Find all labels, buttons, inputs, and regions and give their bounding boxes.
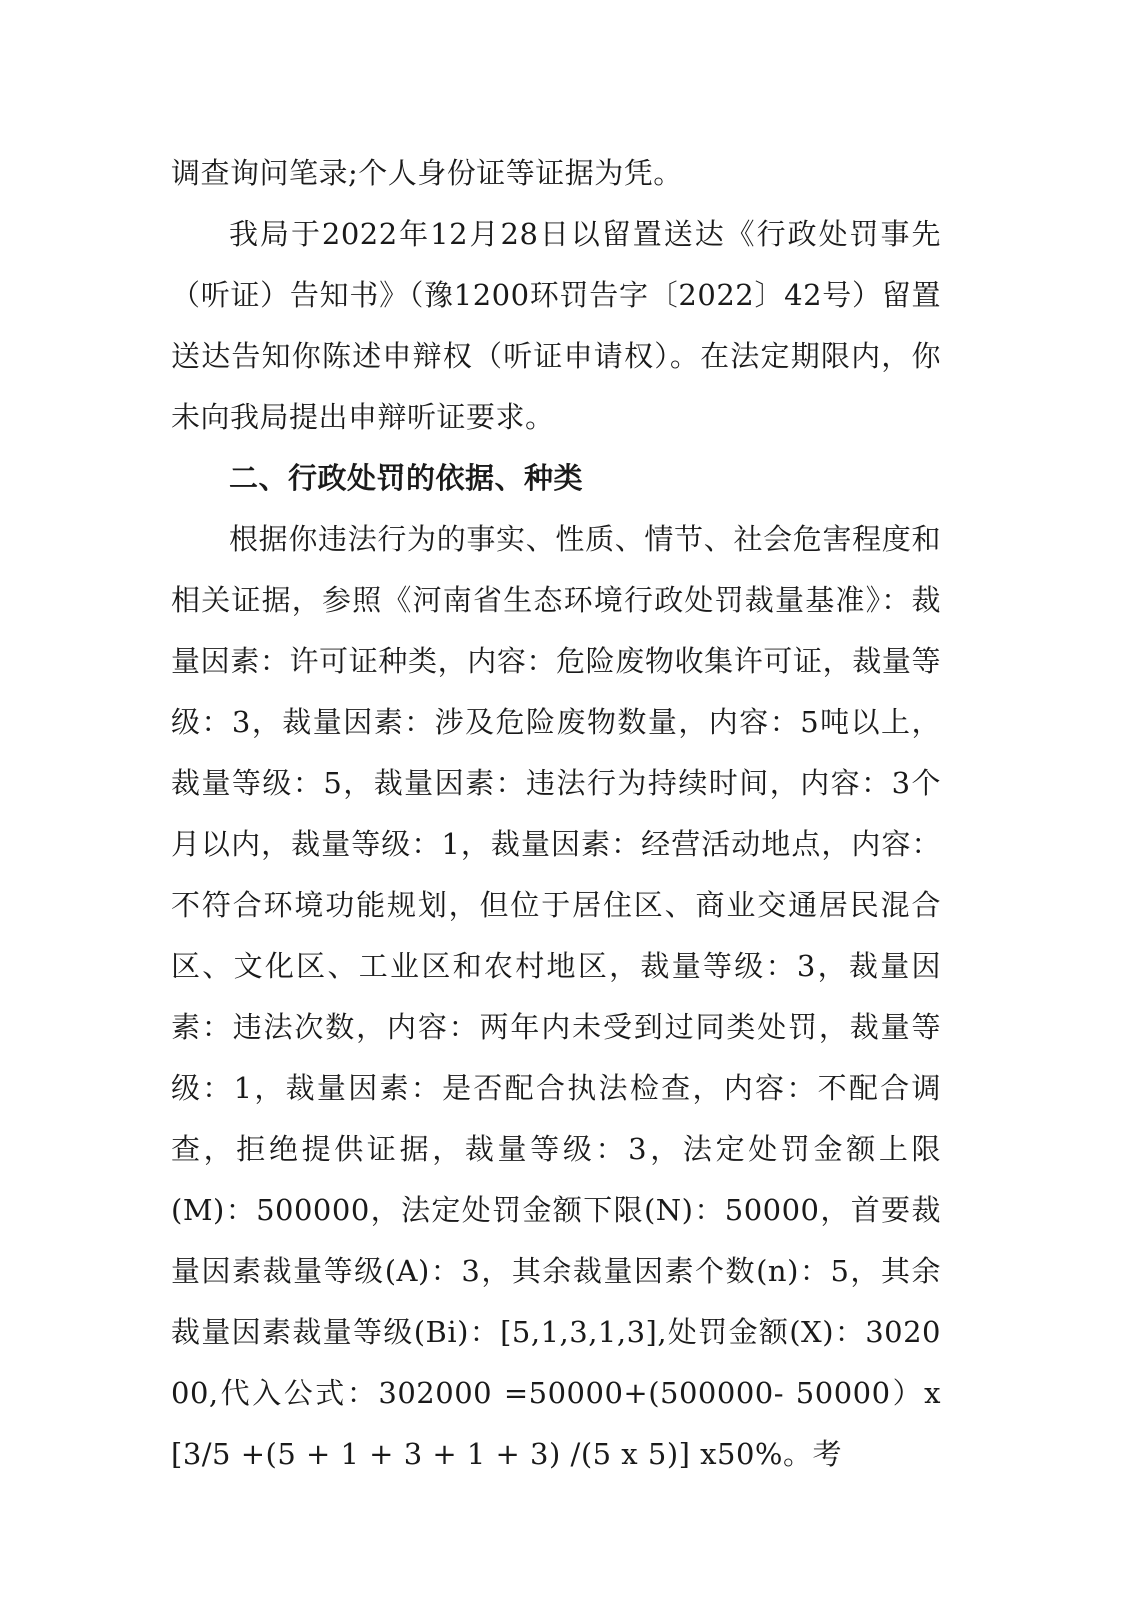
section-heading-penalty-basis: 二、行政处罚的依据、种类 bbox=[229, 461, 584, 495]
paragraph-evidence-continuation: 调查询问笔录;个人身份证等证据为凭。 bbox=[171, 156, 683, 190]
paragraph-discretion-calculation: 根据你违法行为的事实、性质、情节、社会危害程度和相关证据，参照《河南省生态环境行政处罚裁量基准》：裁量因素：许可证种类，内容：危险废物收集许可证，裁量等级：3，裁量因素：涉及危险废物数量，内容：5吨以上，裁量等级：5，裁量因素：违法行为持续时间，内容：3个月以内，裁量等级：1，裁量因素：经营活动地点，内容：不符合环境功能规划，但位于居住区、商业交通居民混合区、文化区、工业区和农村地区，裁量等级：3，裁量因素：违法次数，内容：两年内未受到过同类处罚，裁量等级：1，裁量因素：是否配合执法检查，内容：不配合调查，拒绝提供证据，裁量等级：3，法定处罚金额上限(M)：500000，法定处罚金额下限(N)：50000，首要裁量因素裁量等级(A)：3，其余裁量因素个数(n)：5，其余裁量因素裁量等级(Bi)：[5,1,3,1,3],处罚金额(X)：302000,代入公式：302000 =50000+(500000- 50000）x [3/5 +(5 + 1 + 3 + 1 + 3) /(5 x 5)] x50%。考 bbox=[171, 522, 941, 1471]
document-body bbox=[171, 143, 941, 1485]
paragraph-hearing-notice: 我局于2022年12月28日以留置送达《行政处罚事先（听证）告知书》（豫1200环罚告字〔2022〕42号）留置送达告知你陈述申辩权（听证申请权）。在法定期限内，你未向我局提出申辩听证要求。 bbox=[171, 217, 941, 434]
